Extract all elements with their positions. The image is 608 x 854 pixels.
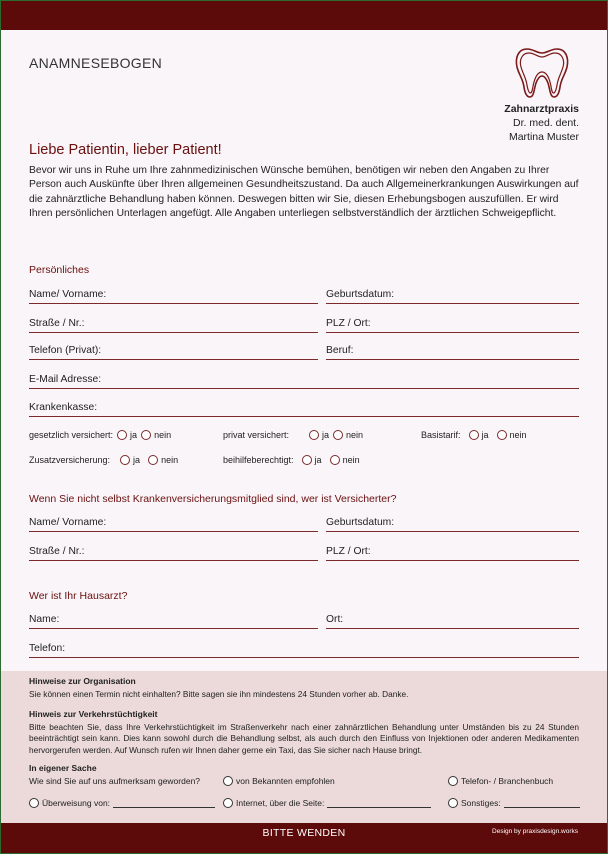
insurance-field[interactable] bbox=[29, 402, 579, 417]
referral-line[interactable] bbox=[113, 807, 215, 808]
section-insured-heading: Wenn Sie nicht selbst Krankenversicherungsmitglied sind, wer ist Versicherter? bbox=[29, 493, 397, 505]
phone-field[interactable] bbox=[29, 345, 318, 360]
greeting: Liebe Patientin, lieber Patient! bbox=[29, 142, 222, 158]
referral-label: Überweisung von: bbox=[42, 798, 111, 808]
yes-label: ja bbox=[322, 430, 330, 440]
insurance-label: Krankenkasse: bbox=[29, 402, 98, 413]
insured-name-label: Name/ Vorname: bbox=[29, 517, 107, 528]
section-personal-heading: Persönliches bbox=[29, 264, 90, 276]
no-label: nein bbox=[342, 455, 360, 465]
phonebook-label: Telefon- / Branchenbuch bbox=[461, 776, 554, 786]
no-label: nein bbox=[154, 430, 172, 440]
allowance-yes-radio[interactable] bbox=[302, 455, 312, 465]
private-yes-radio[interactable] bbox=[309, 430, 319, 440]
statutory-insured-row bbox=[29, 430, 171, 440]
insured-birthdate-label: Geburtsdatum: bbox=[326, 517, 395, 528]
name-field[interactable] bbox=[29, 289, 318, 304]
name-label: Name/ Vorname: bbox=[29, 289, 107, 300]
intro-text: Bevor wir uns in Ruhe um Ihre zahnmedizinischen Wünsche bemühen, benötigen wir neben den Angaben zu Ihrer Person auch Auskünfte über Ihren allgemeinen Gesundheitszustand. Da auch Allgemeinerkrankungen Auswirkungen auf die zahnärztliche Behandlung haben können. Deswegen bitten wir Sie, diesen Erhebungsbogen auszufüllen. Er wird Ihren persönlichen Unterlagen angefügt. Alle Angaben unterliegen selbstverständlich der ärztlichen Schweigepflicht. bbox=[29, 165, 579, 220]
section-doctor-heading: Wer ist Ihr Hausarzt? bbox=[29, 590, 128, 602]
basic-tariff-no-radio[interactable] bbox=[497, 430, 507, 440]
no-label: nein bbox=[346, 430, 364, 440]
practice-doctor: Martina Muster bbox=[508, 131, 579, 143]
option-phonebook[interactable] bbox=[448, 776, 553, 786]
supplementary-insurance-label: Zusatzversicherung: bbox=[29, 455, 111, 465]
doctor-city-label: Ort: bbox=[326, 614, 344, 625]
street-label: Straße / Nr.: bbox=[29, 318, 85, 329]
other-radio[interactable] bbox=[448, 798, 458, 808]
notes-traffic-heading: Hinweis zur Verkehrstüchtigkeit bbox=[29, 709, 158, 719]
insured-name-field[interactable] bbox=[29, 517, 318, 532]
insured-zip-city-field[interactable] bbox=[326, 546, 579, 561]
basic-tariff-yes-radio[interactable] bbox=[469, 430, 479, 440]
doctor-phone-label: Telefon: bbox=[29, 643, 66, 654]
birthdate-field[interactable] bbox=[326, 289, 579, 304]
option-internet[interactable] bbox=[223, 798, 431, 808]
form-title: ANAMNESEBOGEN bbox=[29, 55, 163, 71]
phonebook-radio[interactable] bbox=[448, 776, 458, 786]
practice-title: Dr. med. dent. bbox=[513, 117, 579, 129]
zip-city-field[interactable] bbox=[326, 318, 579, 333]
referral-radio[interactable] bbox=[29, 798, 39, 808]
doctor-name-field[interactable] bbox=[29, 614, 318, 629]
yes-label: ja bbox=[314, 455, 322, 465]
insured-street-field[interactable] bbox=[29, 546, 318, 561]
yes-label: ja bbox=[481, 430, 489, 440]
basic-tariff-label: Basistarif: bbox=[421, 430, 461, 440]
referral-question: Wie sind Sie auf uns aufmerksam geworden? bbox=[29, 776, 201, 786]
internet-radio[interactable] bbox=[223, 798, 233, 808]
option-referral[interactable] bbox=[29, 798, 215, 808]
notes-org-text: Sie können einen Termin nicht einhalten? Bitte sagen sie ihn mindestens 24 Stunden vorher ab. Danke. bbox=[29, 689, 409, 699]
allowance-no-radio[interactable] bbox=[330, 455, 340, 465]
yes-label: ja bbox=[133, 455, 141, 465]
internet-line[interactable] bbox=[327, 807, 431, 808]
doctor-city-field[interactable] bbox=[326, 614, 579, 629]
private-no-radio[interactable] bbox=[333, 430, 343, 440]
option-friends[interactable] bbox=[223, 776, 335, 786]
insured-zip-city-label: PLZ / Ort: bbox=[326, 546, 371, 557]
insured-birthdate-field[interactable] bbox=[326, 517, 579, 532]
statutory-yes-radio[interactable] bbox=[117, 430, 127, 440]
job-label: Beruf: bbox=[326, 345, 354, 356]
practice-address bbox=[504, 102, 579, 144]
zip-city-label: PLZ / Ort: bbox=[326, 318, 371, 329]
notes-org-heading: Hinweise zur Organisation bbox=[29, 676, 136, 686]
email-field[interactable] bbox=[29, 374, 579, 389]
statutory-insured-label: gesetzlich versichert: bbox=[29, 430, 114, 440]
practice-name: Zahnarztpraxis bbox=[504, 103, 579, 115]
notes-traffic-text: Bitte beachten Sie, dass Ihre Verkehrstüchtigkeit im Straßenverkehr nach einer zahnärztlichen Behandlung unter Umständen bis zu 24 Stunden beeinträchtigt sein kann. Dies kann sowohl durch die Behandlung selbst, als auch durch den Einfluss von Injektionen oder anderen Medikamenten hervorgerufen werden. Auf Wunsch rufen wir Ihnen daher gerne ein Taxi, das Sie sicher nach Hause bringt. bbox=[29, 722, 579, 755]
birthdate-label: Geburtsdatum: bbox=[326, 289, 395, 300]
other-label: Sonstiges: bbox=[461, 798, 501, 808]
street-field[interactable] bbox=[29, 318, 318, 333]
insured-street-label: Straße / Nr.: bbox=[29, 546, 85, 557]
statutory-no-radio[interactable] bbox=[141, 430, 151, 440]
tooth-icon bbox=[513, 45, 571, 99]
supplementary-yes-radio[interactable] bbox=[120, 455, 130, 465]
no-label: nein bbox=[161, 455, 179, 465]
supplementary-insurance-row bbox=[29, 455, 178, 465]
basic-tariff-row bbox=[421, 430, 527, 440]
friends-label: von Bekannten empfohlen bbox=[236, 776, 335, 786]
please-turn-over: BITTE WENDEN bbox=[262, 827, 346, 839]
email-label: E-Mail Adresse: bbox=[29, 374, 102, 385]
no-label: nein bbox=[509, 430, 527, 440]
allowance-label: beihilfeberechtigt: bbox=[223, 455, 294, 465]
friends-radio[interactable] bbox=[223, 776, 233, 786]
job-field[interactable] bbox=[326, 345, 579, 360]
design-credit: Design by praxisdesign.works bbox=[492, 828, 578, 835]
notes-own-heading: In eigener Sache bbox=[29, 763, 97, 773]
internet-label: Internet, über die Seite: bbox=[236, 798, 325, 808]
allowance-row bbox=[223, 455, 360, 465]
option-other[interactable] bbox=[448, 798, 580, 808]
doctor-phone-field[interactable] bbox=[29, 643, 579, 658]
yes-label: ja bbox=[130, 430, 138, 440]
phone-label: Telefon (Privat): bbox=[29, 345, 102, 356]
top-bar bbox=[1, 1, 607, 30]
supplementary-no-radio[interactable] bbox=[148, 455, 158, 465]
other-line[interactable] bbox=[504, 807, 580, 808]
private-insured-label: privat versichert: bbox=[223, 430, 290, 440]
private-insured-row bbox=[223, 430, 363, 440]
doctor-name-label: Name: bbox=[29, 614, 60, 625]
